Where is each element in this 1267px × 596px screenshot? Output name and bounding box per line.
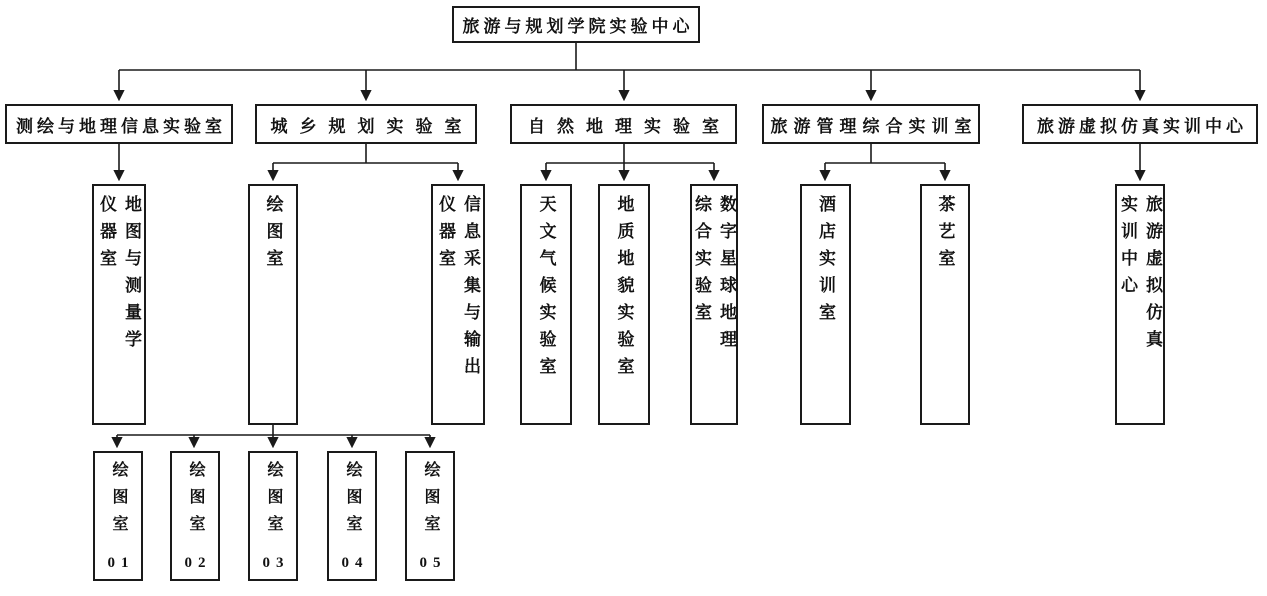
label-column: 地质地貌实验室: [614, 195, 634, 384]
label-column: 绘图室: [422, 461, 439, 542]
node-geology-landform-lab: [598, 184, 650, 425]
vertical-label: [261, 461, 285, 542]
vertical-label: [933, 195, 958, 276]
label-column: 茶艺室: [935, 195, 955, 276]
room-number: 03: [262, 555, 290, 571]
vertical-label: [106, 461, 130, 542]
vertical-label: [689, 195, 739, 357]
room-number: 05: [419, 555, 447, 571]
vertical-label: [261, 195, 286, 276]
vertical-label: [94, 195, 144, 357]
node-physical-geography-lab: [510, 104, 737, 144]
label-column: 信息采集与输出: [461, 195, 480, 384]
node-drawing-room-05: [405, 451, 455, 581]
node-surveying-gis-lab: [5, 104, 233, 144]
vertical-label: [1115, 195, 1165, 357]
label-column: 仪器室: [436, 195, 455, 276]
node-tourism-vr-training-center: [1022, 104, 1258, 144]
room-number: 04: [341, 555, 369, 571]
node-map-surveying-instrument-room: [92, 184, 146, 425]
vertical-label: [418, 461, 442, 542]
label-column: 地图与测量学: [122, 195, 141, 357]
node-drawing-room-04: [327, 451, 377, 581]
label-column: 天文气候实验室: [536, 195, 556, 384]
label-column: 绘图室: [344, 461, 361, 542]
vertical-label: [183, 461, 207, 542]
node-hotel-training-room: [800, 184, 851, 425]
node-drawing-room-01: [93, 451, 143, 581]
room-number: 02: [184, 555, 212, 571]
label-column: 绘图室: [187, 461, 204, 542]
label-column: 绘图室: [265, 461, 282, 542]
vertical-label: [340, 461, 364, 542]
vertical-label: [612, 195, 637, 384]
node-label: 旅游虚拟仿真实训中心: [1037, 116, 1247, 136]
label-column: 绘图室: [110, 461, 127, 542]
label-column: 实训中心: [1118, 195, 1137, 303]
node-digital-planet-geography-lab: [690, 184, 738, 425]
room-number: 01: [107, 555, 135, 571]
vertical-label: [433, 195, 483, 384]
vertical-label: [813, 195, 838, 330]
node-tourism-mgmt-training-room: [762, 104, 980, 144]
label-column: 数字星球地理: [717, 195, 736, 357]
label-column: 综合实验室: [692, 195, 711, 330]
node-info-collection-output-room: [431, 184, 485, 425]
label-column: 仪器室: [97, 195, 116, 276]
vertical-label: [534, 195, 559, 384]
label-column: 酒店实训室: [816, 195, 835, 330]
node-tea-art-room: [920, 184, 970, 425]
node-vr-training-center: [1115, 184, 1165, 425]
label-column: 绘图室: [263, 195, 283, 276]
node-label: 自然地理实验室: [528, 116, 731, 136]
node-drawing-room: [248, 184, 298, 425]
node-drawing-room-02: [170, 451, 220, 581]
node-label: 旅游管理综合实训室: [770, 116, 978, 136]
node-drawing-room-03: [248, 451, 298, 581]
node-label: 旅游与规划学院实验中心: [462, 17, 694, 36]
node-experiment-center: [452, 6, 700, 43]
node-astronomy-climate-lab: [520, 184, 572, 425]
node-label: 城乡规划实验室: [270, 116, 474, 136]
label-column: 旅游虚拟仿真: [1143, 195, 1162, 357]
node-label: 测绘与地理信息实验室: [16, 116, 226, 136]
node-urban-rural-planning-lab: [255, 104, 477, 144]
